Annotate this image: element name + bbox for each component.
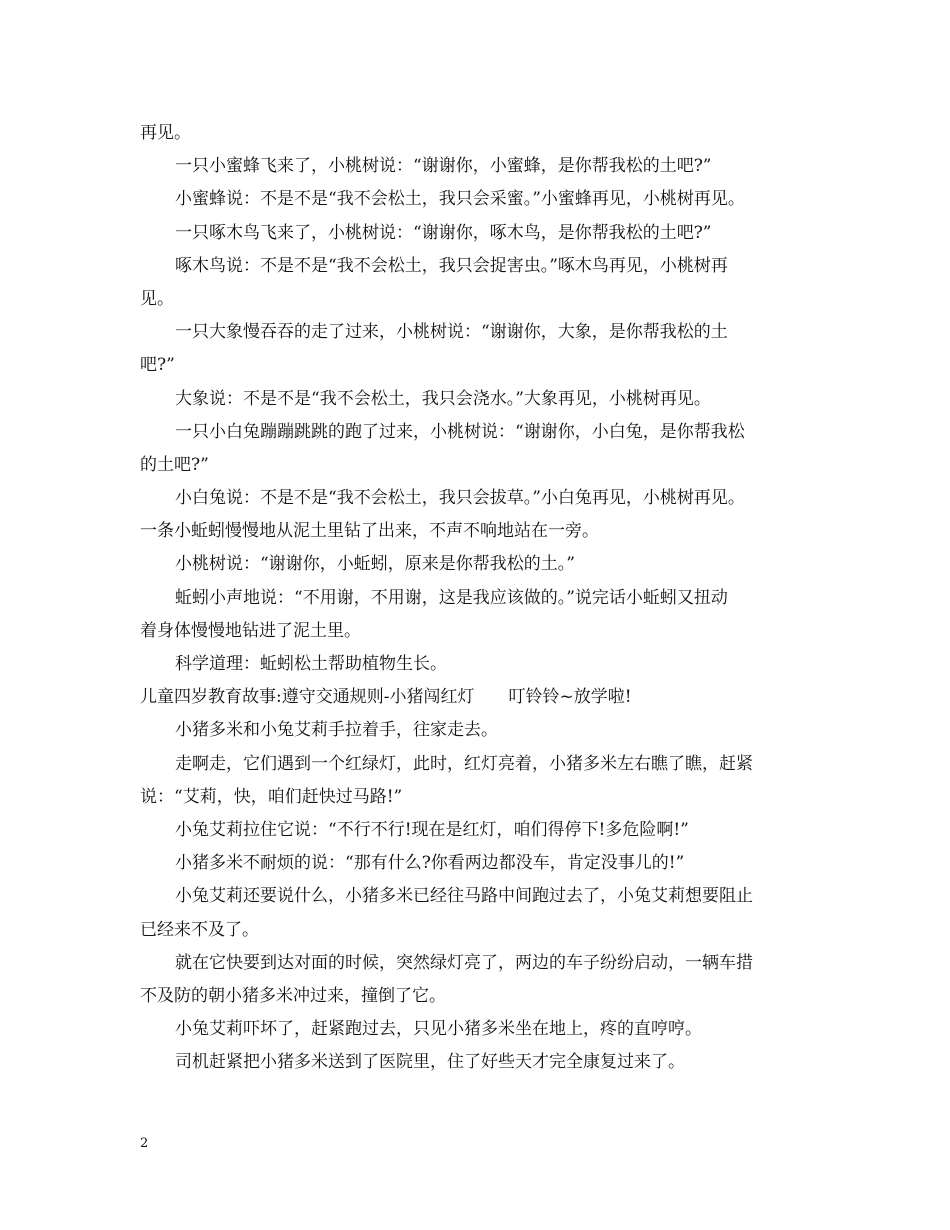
text-line: 吧?” (140, 355, 175, 376)
text-line: 就在它快要到达对面的时候，突然绿灯亮了，两边的车子纷纷启动，一辆车措 (175, 952, 753, 973)
text-line: 不及防的朝小猪多米冲过来，撞倒了它。 (140, 985, 446, 1006)
text-line: 一条小蚯蚓慢慢地从泥土里钻了出来，不声不响地站在一旁。 (140, 521, 599, 542)
text-line: 大象说：不是不是“我不会松土，我只会浇水。”大象再见，小桃树再见。 (175, 388, 711, 409)
text-line: 小桃树说：“谢谢你，小蚯蚓，原来是你帮我松的土。” (175, 554, 575, 575)
text-line: 小兔艾莉吓坏了，赶紧跑过去，只见小猪多米坐在地上，疼的直哼哼。 (175, 1019, 702, 1040)
text-line: 司机赶紧把小猪多米送到了医院里，住了好些天才完全康复过来了。 (175, 1052, 685, 1073)
text-line: 小兔艾莉还要说什么，小猪多米已经往马路中间跑过去了，小兔艾莉想要阻止 (175, 886, 753, 907)
text-line: 小白兔说：不是不是“我不会松土，我只会拔草。”小白兔再见，小桃树再见。 (175, 488, 745, 509)
text-line: 着身体慢慢地钻进了泥土里。 (140, 620, 361, 641)
text-line: 一只啄木鸟飞来了，小桃树说：“谢谢你，啄木鸟，是你帮我松的土吧?” (175, 222, 712, 243)
text-line: 一只大象慢吞吞的走了过来，小桃树说：“谢谢你，大象，是你帮我松的土 (175, 322, 728, 343)
text-line: 一只小蜜蜂飞来了，小桃树说：“谢谢你，小蜜蜂，是你帮我松的土吧?” (175, 156, 712, 177)
text-line: 再见。 (140, 123, 191, 143)
text-line: 科学道理：蚯蚓松土帮助植物生长。 (175, 654, 447, 674)
text-line: 小猪多米和小兔艾莉手拉着手，往家走去。 (175, 720, 498, 741)
text-line: 儿童四岁教育故事:遵守交通规则-小猪闯红灯 叮铃铃~放学啦! (140, 687, 632, 708)
text-line: 小兔艾莉拉住它说：“不行不行!现在是红灯，咱们得停下!多危险啊!” (175, 819, 689, 840)
text-line: 走啊走，它们遇到一个红绿灯，此时，红灯亮着，小猪多米左右瞧了瞧，赶紧 (175, 753, 753, 774)
text-line: 一只小白兔蹦蹦跳跳的跑了过来，小桃树说：“谢谢你，小白兔，是你帮我松 (175, 421, 745, 442)
text-line: 的土吧?” (140, 454, 209, 475)
text-line: 说：“艾莉，快，咱们赶快过马路!” (140, 786, 403, 807)
text-line: 啄木鸟说：不是不是“我不会松土，我只会捉害虫。”啄木鸟再见，小桃树再 (175, 255, 728, 276)
document-body (140, 117, 820, 1079)
page-number: 2 (140, 1136, 149, 1151)
text-line: 小蜜蜂说：不是不是“我不会松土，我只会采蜜。”小蜜蜂再见，小桃树再见。 (175, 189, 745, 210)
text-line: 已经来不及了。 (140, 919, 259, 940)
text-line: 见。 (140, 288, 174, 309)
text-line: 小猪多米不耐烦的说：“那有什么?你看两边都没车，肯定没事儿的!” (175, 853, 685, 874)
text-line: 蚯蚓小声地说：“不用谢，不用谢，这是我应该做的。”说完话小蚯蚓又扭动 (175, 587, 728, 608)
